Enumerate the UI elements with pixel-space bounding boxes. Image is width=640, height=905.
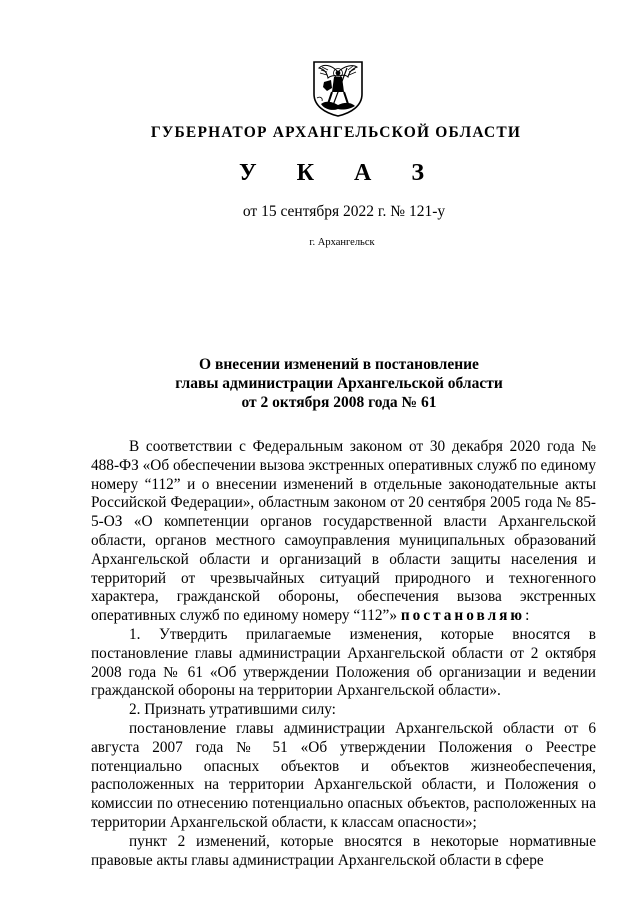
issue-city: г. Архангельск [309,237,375,248]
decree-keyword: постановляю [400,607,526,625]
issuing-authority: ГУБЕРНАТОР АРХАНГЕЛЬСКОЙ ОБЛАСТИ [150,124,522,141]
document-type-heading: У К А З [238,160,441,186]
arkhangelsk-coat-of-arms-icon [311,58,365,118]
decree-title [19,355,640,412]
decree-date-number: от 15 сентября 2022 г. № 121-у [242,203,446,220]
preamble-end: : [525,607,530,625]
preamble-text: В соответствии с Федеральным законом от 30 декабря 2020 года № 488-ФЗ «Об обеспечении вызова экстренных оперативных служб по единому номеру “112” и о внесении изменений в отдельные законодательные акты Российской Федерации», областным законом от 20 сентября 2005 года № 85-5-ОЗ «О компетенции органов государственной власти Архангельской области, органов местного самоуправления муниципальных образований Архангельской области и организаций в области защиты населения и территорий от чрезвычайных ситуаций природного и техногенного характера, гражданской обороны, обеспечения вызова экстренных оперативных служб по единому номеру “112”» [91,438,596,625]
preamble-paragraph [91,438,596,626]
decree-title-line: главы администрации Архангельской области [175,375,503,392]
decree-body [91,438,596,870]
clause-1-paragraph: 1. Утвердить прилагаемые изменения, которые вносятся в постановление главы администрации Архангельской области от 2 октября 2008 года № 61 «Об утверждении Положения об организации и ведении гражданской обороны на территории Архангельской области». [91,625,596,700]
clause-2-paragraph: 2. Признать утратившими силу: [129,701,336,719]
repealed-item-paragraph: пункт 2 изменений, которые вносятся в некоторые нормативные правовые акты главы администрации Архангельской области в сфере [91,832,596,869]
decree-title-line: О внесении изменений в постановление [199,356,479,373]
decree-title-line: от 2 октября 2008 года № 61 [241,394,437,411]
repealed-act-paragraph: постановление главы администрации Архангельской области от 6 августа 2007 года № 51 «Об утверждении Положения о Реестре потенциально опасных объектов и объектов жизнеобеспечения, расположенных на территории Архангельской области, и Положения о комиссии по отнесению потенциально опасных объектов, расположенных на территории Архангельской области, к классам опасности»; [91,719,596,831]
